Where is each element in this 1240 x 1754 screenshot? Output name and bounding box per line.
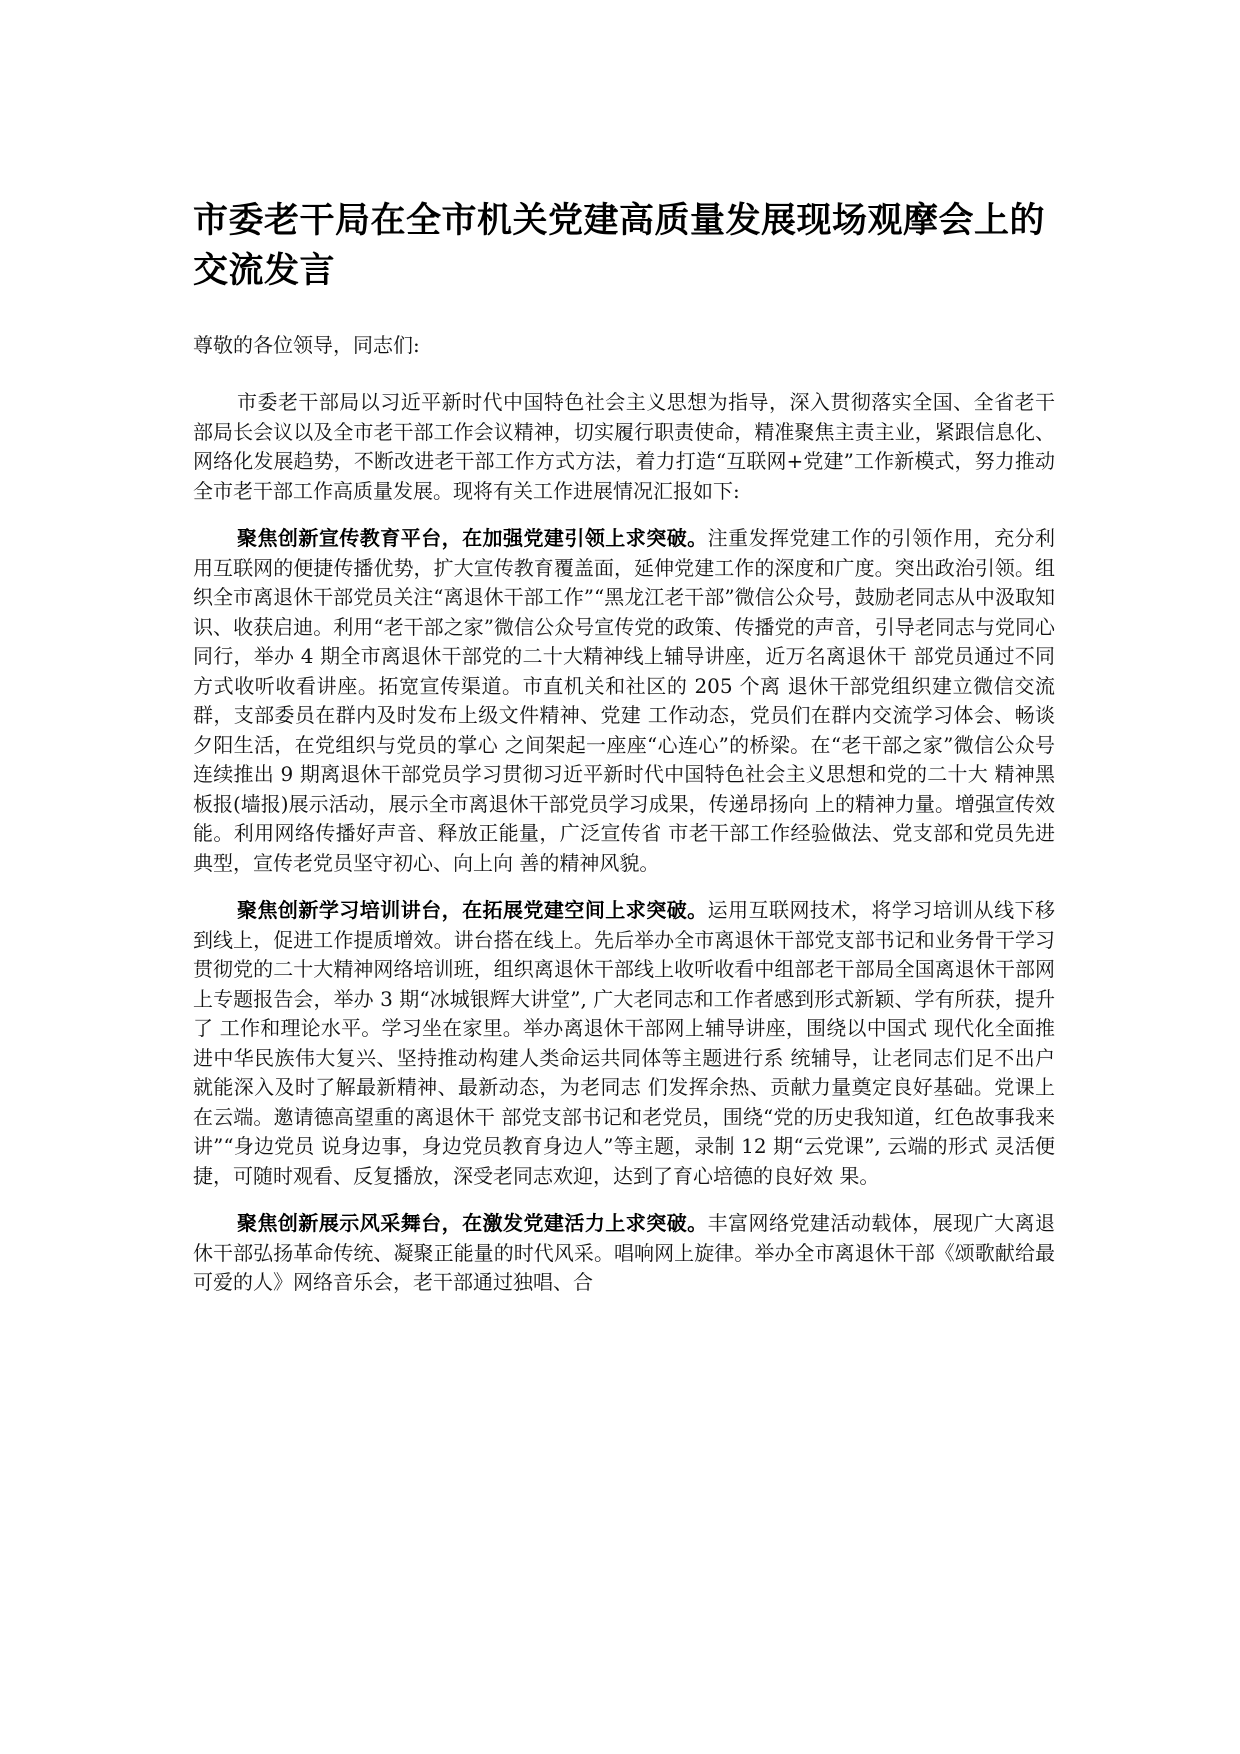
salutation: 尊敬的各位领导，同志们:	[193, 333, 420, 357]
paragraph-heading: 聚焦创新学习培训讲台，在拓展党建空间上求突破。	[237, 898, 708, 922]
paragraph-body: 运用互联网技术，将学习培训从线下移到线上，促进工作提质增效。讲台搭在线上。先后举办全市离退休干部党支部书记和业务骨干学习贯彻党的二十大精神网络培训班，组织离退休干部线上收听收看中组部老干部局全国离退休干部网上专题报告会，举办 3 期“冰城银辉大讲堂”, 广大老同志和工作者感到形式新颖、学有所获，提升了 工作和理论水平。学习坐在家里。举办离退休干部网上辅导讲座，围绕以中国式 现代化全面推进中华民族伟大复兴、坚持推动构建人类命运共同体等主题进行系 统辅导，让老同志们足不出户就能深入及时了解最新精神、最新动态，为老同志 们发挥余热、贡献力量奠定良好基础。党课上在云端。邀请德高望重的离退休干 部党支部书记和老党员，围绕“党的历史我知道，红色故事我来讲”“身边党员 说身边事，身边党员教育身边人”等主题，录制 12 期“云党课”, 云端的形式 灵活便捷，可随时观看、反复播放，深受老同志欢迎，达到了育心培德的良好效 果。	[193, 898, 1056, 1188]
paragraph-training-platform	[193, 896, 1055, 1191]
paragraph-showcase-stage	[193, 1209, 1055, 1298]
paragraph-body: 市委老干部局以习近平新时代中国特色社会主义思想为指导，深入贯彻落实全国、全省老干部局长会议以及全市老干部工作会议精神，切实履行职责使命，精准聚焦主责主业，紧跟信息化、网络化发展趋势，不断改进老干部工作方式方法，着力打造“互联网+党建”工作新模式，努力推动全市老干部工作高质量发展。现将有关工作进展情况汇报如下:	[193, 390, 1055, 503]
paragraph-body: 丰富网络党建活动载体，展现广大离退休干部弘扬革命传统、凝聚正能量的时代风采。唱响网上旋律。举办全市离退休干部《颂歌献给最可爱的人》网络音乐会，老干部通过独唱、合	[193, 1211, 1056, 1294]
paragraph-heading: 聚焦创新宣传教育平台，在加强党建引领上求突破。	[237, 526, 708, 550]
paragraph-heading: 聚焦创新展示风采舞台，在激发党建活力上求突破。	[237, 1211, 708, 1235]
paragraph-publicity-platform	[193, 524, 1055, 878]
document-title: 市委老干局在全市机关党建高质量发展现场观摩会上的交流发言	[193, 201, 1046, 291]
document-content	[193, 196, 1055, 1316]
paragraph-intro	[193, 388, 1055, 506]
paragraph-body: 注重发挥党建工作的引领作用，充分利用互联网的便捷传播优势，扩大宣传教育覆盖面，延伸党建工作的深度和广度。突出政治引领。组织全市离退休干部党员关注“离退休干部工作”“黑龙江老干部”微信公众号，鼓励老同志从中汲取知识、收获启迪。利用“老干部之家”微信公众号宣传党的政策、传播党的声音，引导老同志与党同心同行，举办 4 期全市离退休干部党的二十大精神线上辅导讲座，近万名离退休干 部党员通过不同方式收听收看讲座。拓宽宣传渠道。市直机关和社区的 205 个离 退休干部党组织建立微信交流群，支部委员在群内及时发布上级文件精神、党建 工作动态，党员们在群内交流学习体会、畅谈夕阳生活，在党组织与党员的掌心 之间架起一座座“心连心”的桥梁。在“老干部之家”微信公众号连续推出 9 期离退休干部党员学习贯彻习近平新时代中国特色社会主义思想和党的二十大 精神黑板报(墙报)展示活动，展示全市离退休干部党员学习成果，传递昂扬向 上的精神力量。增强宣传效能。利用网络传播好声音、释放正能量，广泛宣传省 市老干部工作经验做法、党支部和党员先进典型，宣传老党员坚守初心、向上向 善的精神风貌。	[193, 526, 1056, 875]
